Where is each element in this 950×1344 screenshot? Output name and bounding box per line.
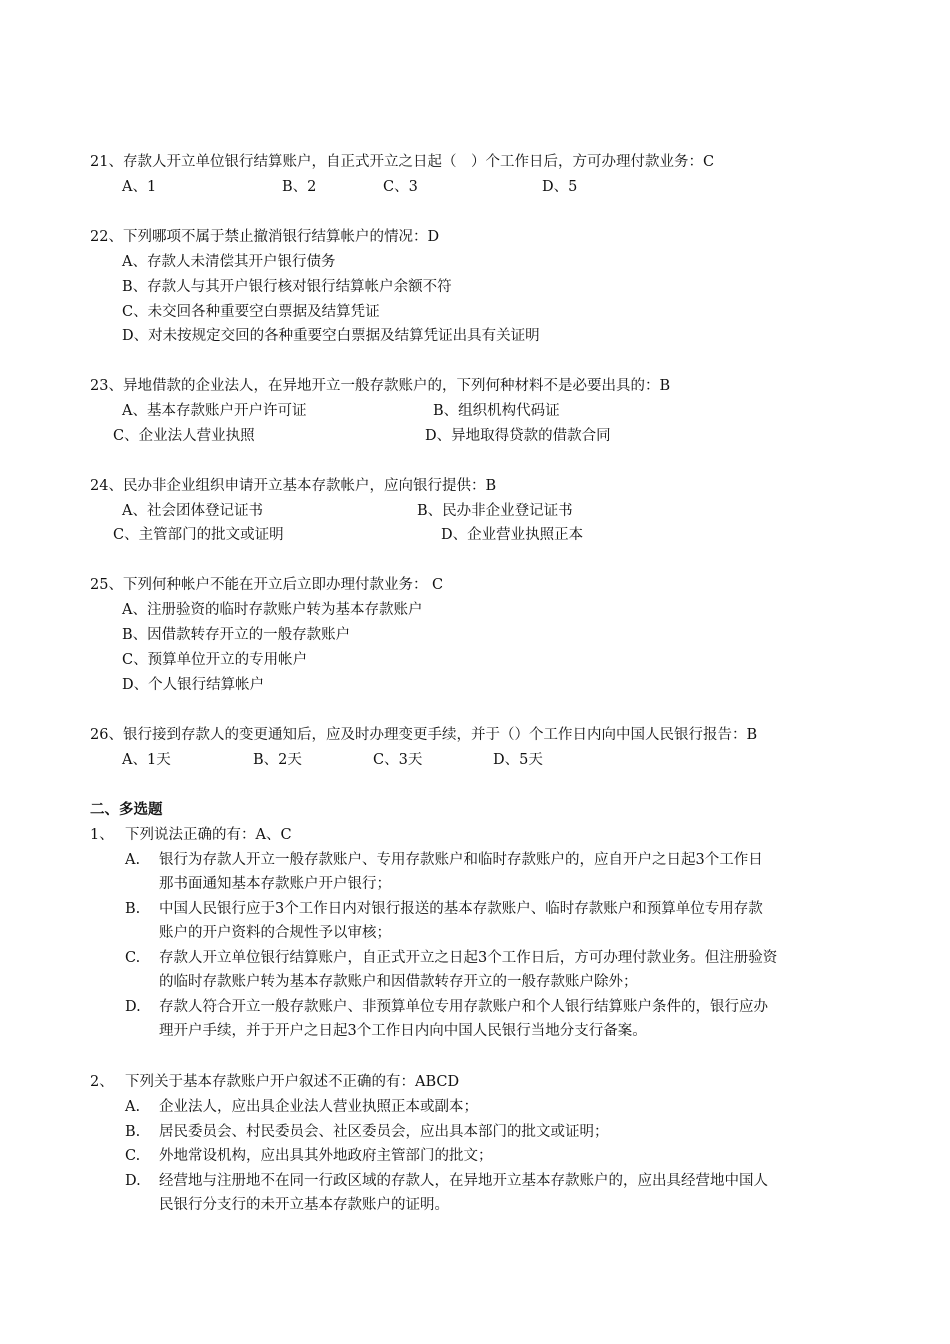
multi-question-2-option-d-line1: 经营地与注册地不在同一行政区域的存款人，在异地开立基本存款账户的，应出具经营地中国人 xyxy=(159,1173,768,1189)
multi-question-2-number: 2、 xyxy=(90,1074,114,1090)
multi-question-1-stem: 下列说法正确的有：A、C xyxy=(125,827,292,843)
question-21-option-b: B、2 xyxy=(282,179,317,195)
question-26-option-d: D、5天 xyxy=(493,752,543,768)
question-22-option-a: A、存款人未清偿其开户银行债务 xyxy=(122,254,336,270)
question-23-stem: 23、异地借款的企业法人，在异地开立一般存款账户的，下列何种材料不是必要出具的：B xyxy=(90,378,671,394)
question-25-option-d: D、个人银行结算帐户 xyxy=(122,677,265,693)
multi-question-1-option-c-line1: 存款人开立单位银行结算账户，自正式开立之日起3个工作日后，方可办理付款业务。但注册验资 xyxy=(159,950,778,966)
multi-question-2-option-a-letter: A. xyxy=(125,1099,141,1115)
question-26-option-c: C、3天 xyxy=(373,752,423,768)
question-24-option-c: C、主管部门的批文或证明 xyxy=(113,527,284,543)
question-25-stem: 25、下列何种帐户不能在开立后立即办理付款业务： C xyxy=(90,577,444,593)
question-25-option-c: C、预算单位开立的专用帐户 xyxy=(122,652,308,668)
multi-question-2-option-a-line1: 企业法人，应出具企业法人营业执照正本或副本； xyxy=(159,1099,478,1115)
question-26-option-a: A、1天 xyxy=(122,752,171,768)
multi-question-1-option-a-line1: 银行为存款人开立一般存款账户、专用存款账户和临时存款账户的，应自开户之日起3个工作日 xyxy=(159,852,763,868)
question-21-option-a: A、1 xyxy=(122,179,157,195)
multi-question-2-option-c-line1: 外地常设机构，应出具其外地政府主管部门的批文； xyxy=(159,1148,493,1164)
multi-question-2-stem: 下列关于基本存款账户开户叙述不正确的有：ABCD xyxy=(125,1074,460,1090)
question-24-option-b: B、民办非企业登记证书 xyxy=(417,503,573,519)
question-26-stem: 26、银行接到存款人的变更通知后，应及时办理变更手续，并于（）个工作日内向中国人民银行报告：B xyxy=(90,727,758,743)
multi-question-1-option-d-line2: 理开户手续，并于开户之日起3个工作日内向中国人民银行当地分支行备案。 xyxy=(159,1023,647,1039)
question-21-option-d: D、5 xyxy=(542,179,578,195)
question-25-option-b: B、因借款转存开立的一般存款账户 xyxy=(122,627,351,643)
multi-question-2-option-b-line1: 居民委员会、村民委员会、社区委员会，应出具本部门的批文或证明； xyxy=(159,1124,609,1140)
multi-question-2-option-d-letter: D. xyxy=(125,1173,141,1189)
question-22-option-d: D、对未按规定交回的各种重要空白票据及结算凭证出具有关证明 xyxy=(122,328,540,344)
multi-question-1-option-c-line2: 的临时存款账户转为基本存款账户和因借款转存开立的一般存款账户除外； xyxy=(159,974,638,990)
question-23-option-b: B、组织机构代码证 xyxy=(433,403,560,419)
section-heading: 二、多选题 xyxy=(90,802,163,818)
question-24-option-a: A、社会团体登记证书 xyxy=(122,503,263,519)
question-22-option-c: C、未交回各种重要空白票据及结算凭证 xyxy=(122,304,380,320)
multi-question-1-number: 1、 xyxy=(90,827,114,843)
question-23-option-d: D、异地取得贷款的借款合同 xyxy=(425,428,611,444)
question-24-option-d: D、企业营业执照正本 xyxy=(441,527,584,543)
question-25-option-a: A、注册验资的临时存款账户转为基本存款账户 xyxy=(122,602,423,618)
multi-question-1-option-d-line1: 存款人符合开立一般存款账户、非预算单位专用存款账户和个人银行结算账户条件的，银行应办 xyxy=(159,999,768,1015)
multi-question-1-option-b-letter: B. xyxy=(125,901,141,917)
question-24-stem: 24、民办非企业组织申请开立基本存款帐户，应向银行提供：B xyxy=(90,478,497,494)
multi-question-2-option-c-letter: C. xyxy=(125,1148,141,1164)
question-21-option-c: C、3 xyxy=(383,179,418,195)
multi-question-1-option-b-line2: 账户的开户资料的合规性予以审核； xyxy=(159,925,391,941)
question-23-option-c: C、企业法人营业执照 xyxy=(113,428,255,444)
question-21-stem: 21、存款人开立单位银行结算账户，自正式开立之日起（ ）个工作日后，方可办理付款业务：C xyxy=(90,154,715,170)
multi-question-1-option-c-letter: C. xyxy=(125,950,141,966)
multi-question-2-option-b-letter: B. xyxy=(125,1124,141,1140)
question-23-option-a: A、基本存款账户开户许可证 xyxy=(122,403,307,419)
question-22-option-b: B、存款人与其开户银行核对银行结算帐户余额不符 xyxy=(122,279,452,295)
multi-question-1-option-a-letter: A. xyxy=(125,852,141,868)
multi-question-2-option-d-line2: 民银行分支行的未开立基本存款账户的证明。 xyxy=(159,1197,449,1213)
multi-question-1-option-a-line2: 那书面通知基本存款账户开户银行； xyxy=(159,876,391,892)
multi-question-1-option-d-letter: D. xyxy=(125,999,141,1015)
multi-question-1-option-b-line1: 中国人民银行应于3个工作日内对银行报送的基本存款账户、临时存款账户和预算单位专用存款 xyxy=(159,901,763,917)
question-26-option-b: B、2天 xyxy=(253,752,302,768)
question-22-stem: 22、下列哪项不属于禁止撤消银行结算帐户的情况：D xyxy=(90,229,440,245)
